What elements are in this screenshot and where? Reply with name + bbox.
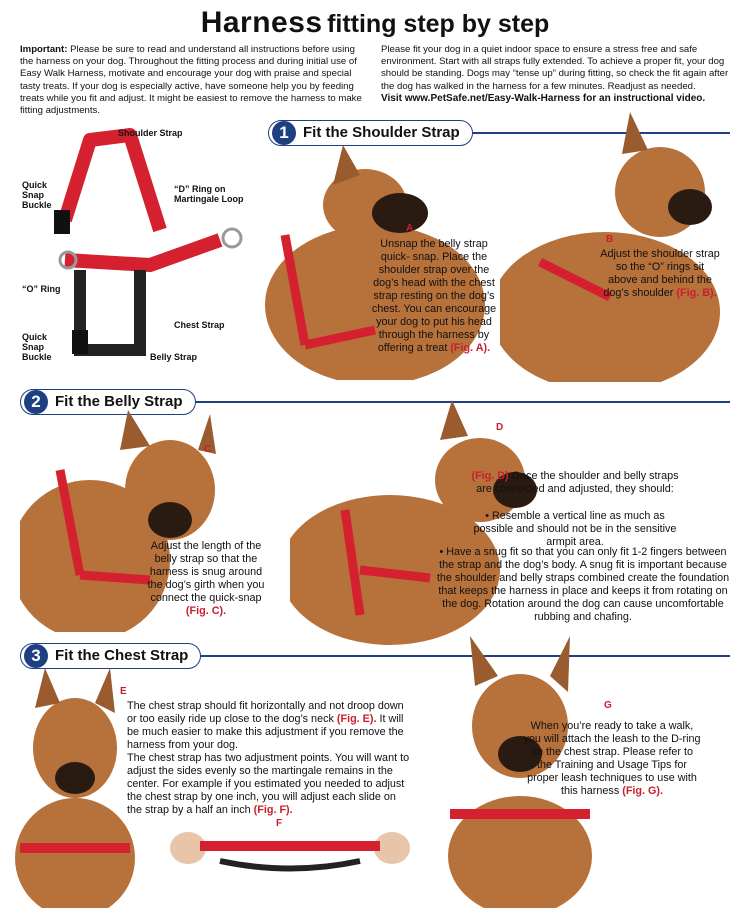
fig-b-label: B: [606, 234, 614, 245]
fig-c-label: C: [204, 444, 212, 455]
section-2-number: 2: [24, 390, 48, 414]
label-chest-strap: Chest Strap: [174, 320, 225, 330]
intro-right: Please fit your dog in a quiet indoor space to ensure a stress free and safe environment. Start with all straps fully extended. To achieve a proper fit, your dog should be standing. Dogs may “tense up” during fitting, so check the fit again after the dog has walked in the harness for a few minutes. Readjust as needed. Visit www.PetSafe.net/Easy-Walk-Harness for an instructional video.: [381, 44, 729, 104]
step3-g-text: When you’re ready to take a walk, you will attach the leash to the D-ring on the chest strap. Please refer to the Training and Usage Tips for proper leash techniques to use with this harness (Fig. G).: [523, 720, 701, 797]
label-quick-snap-top: Quick Snap Buckle: [22, 180, 52, 210]
fig-e-label: E: [120, 686, 127, 697]
page-title: Harness fitting step by step: [200, 6, 550, 39]
step3-f-text: The chest strap has two adjustment points. You will want to adjust the sides evenly so the martingale remains in the center. For example if you estimated you needed to adjust the chest strap by one inch, you will adjust each slide on the strap by a half an inch (Fig. F).: [127, 752, 410, 816]
section-1-header: Fit the Shoulder Strap: [268, 120, 473, 146]
label-o-ring: “O” Ring: [22, 284, 61, 294]
step2-d-intro: (Fig. D) Once the shoulder and belly straps are connected and adjusted, they should:: [471, 470, 679, 495]
step1-a-text: Unsnap the belly strap quick- snap. Place the shoulder strap over the dog’s head with the chest strap resting on the dog’s chest. You can encourage your dog to put his head through the harness by offering a treat (Fig. A).: [371, 238, 497, 354]
label-d-ring: “D” Ring on Martingale Loop: [174, 184, 244, 204]
fig-f-label: F: [276, 818, 283, 829]
fig-e-image: [15, 668, 135, 908]
fig-a-label: A: [406, 223, 414, 234]
step1-b-text: Adjust the shoulder strap so the “O” rings sit above and behind the dog’s shoulder (Fig. B).: [600, 248, 720, 299]
fig-g-label: G: [604, 700, 612, 711]
section-3-header: Fit the Chest Strap: [20, 643, 201, 669]
label-quick-snap-bottom: Quick Snap Buckle: [22, 332, 52, 362]
section-1-number: 1: [272, 121, 296, 145]
fig-d-label: D: [496, 422, 504, 433]
harness-diagram: [20, 120, 260, 370]
section-3-number: 3: [24, 644, 48, 668]
intro-left: Important: Please be sure to read and understand all instructions before using the harness on your dog. Throughout the fitting process and during initial use of Easy Walk Harness, motivate and encourage your dog with praise and special tasty treats. If your dog is especially active, have someone help you by feeding treats while you fit and adjust. It might be easiest to remove the harness to make fitting adjustments.: [20, 44, 362, 117]
section-2-header: Fit the Belly Strap: [20, 389, 196, 415]
step2-d-bullet-1: • Resemble a vertical line as much as possible and should not be in the sensitive armpit area.: [473, 510, 677, 548]
label-shoulder-strap: Shoulder Strap: [118, 128, 183, 138]
fig-f-image: [170, 826, 410, 876]
harness-illustration: [20, 120, 260, 370]
label-belly-strap: Belly Strap: [150, 352, 198, 362]
step2-d-bullet-2: • Have a snug fit so that you can only fit 1-2 fingers between the strap and the dog’s body. A snug fit is important because the shoulder and belly straps combined create the foundation that keeps the harness in place and keeps it from rotating on the dog. Rotation around the dog can cause uncomfortable rubbing and chafing.: [436, 546, 730, 623]
step2-c-text: Adjust the length of the belly strap so that the harness is snug around the dog’s girth when you connect the quick-snap (Fig. C).: [147, 540, 265, 617]
step3-e-text: The chest strap should fit horizontally and not droop down or too easily ride up close to the dog’s neck (Fig. E). It will be much easier to make this adjustment if you remove the harness from your dog.: [127, 700, 404, 751]
fig-b-image: [500, 112, 730, 382]
